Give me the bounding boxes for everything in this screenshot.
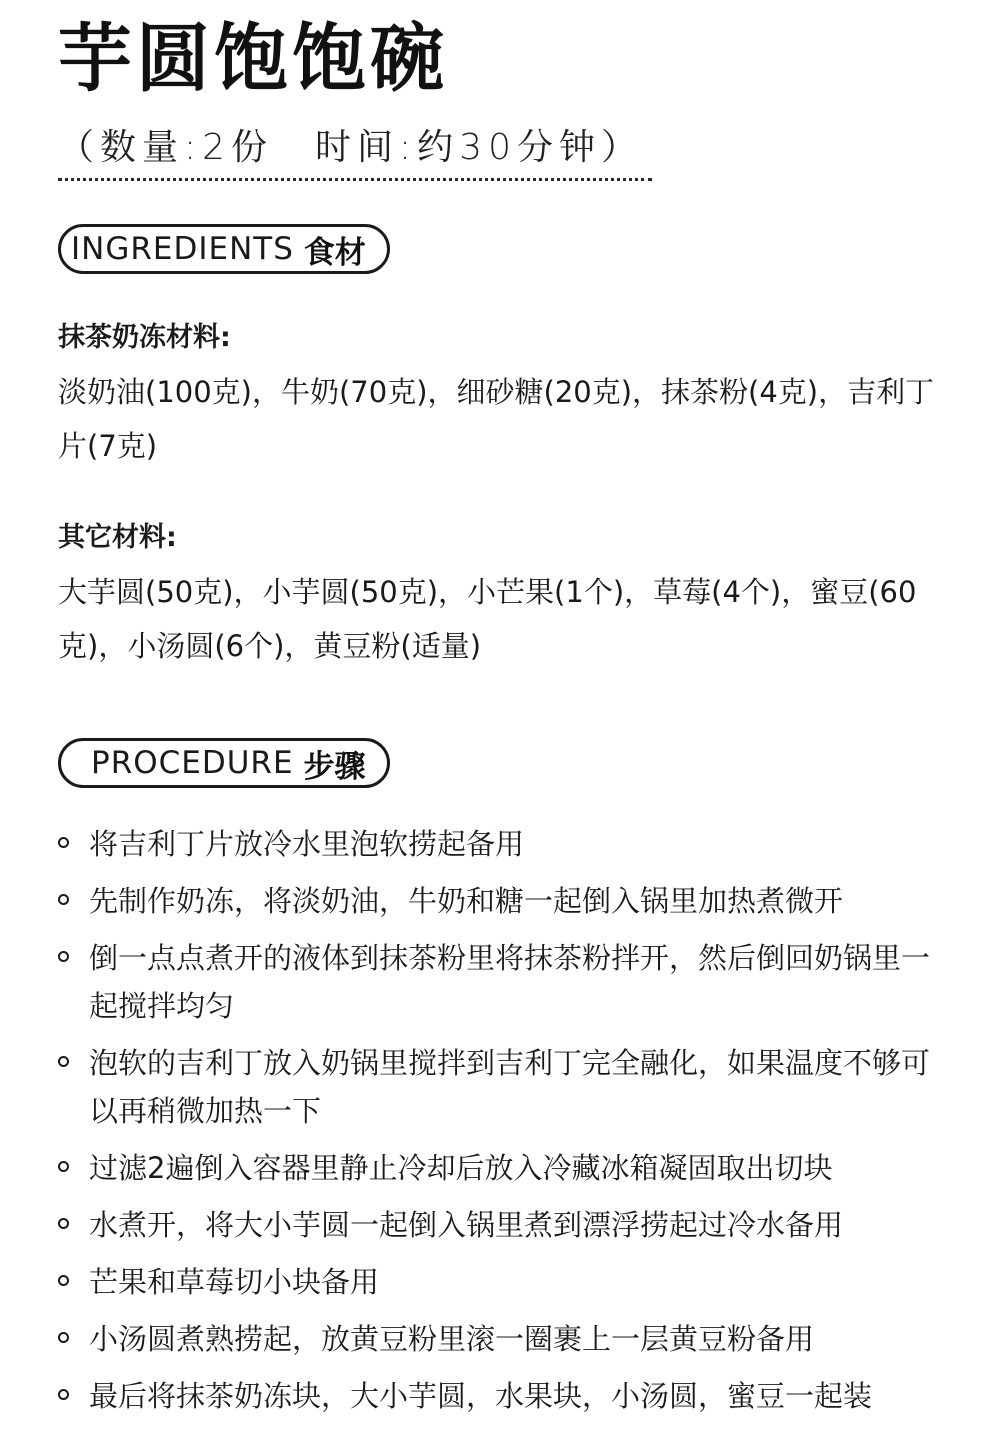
ingredient-group-label: 抹茶奶冻材料: (58, 322, 231, 353)
procedure-step (58, 1039, 938, 1135)
procedure-steps (58, 820, 938, 1429)
procedure-step (58, 820, 938, 868)
procedure-heading-cn: 步骤 (303, 748, 366, 785)
procedure-step (58, 934, 938, 1030)
circle-bullet-icon (58, 1056, 69, 1067)
procedure-heading-en: PROCEDURE (91, 745, 294, 781)
circle-bullet-icon (58, 837, 69, 848)
ingredient-group-text: 大芋圆(50克)，小芋圆(50克)，小芒果(1个)，草莓(4个)，蜜豆(60克)，小汤圆(6个)，黄豆粉(适量) (58, 575, 917, 663)
procedure-step-text: 芒果和草莓切小块备用 (89, 1265, 380, 1299)
circle-bullet-icon (58, 951, 69, 962)
circle-bullet-icon (58, 1218, 69, 1229)
procedure-step-text: 过滤2遍倒入容器里静止冷却后放入冷藏冰箱凝固取出切块 (89, 1151, 833, 1185)
ingredients-heading-en: INGREDIENTS (71, 231, 294, 267)
procedure-step-text: 倒一点点煮开的液体到抹茶粉里将抹茶粉拌开，然后倒回奶锅里一起搅拌均匀 (89, 941, 931, 1023)
procedure-step-text: 最后将抹茶奶冻块，大小芋圆，水果块，小汤圆，蜜豆一起装 (89, 1379, 873, 1413)
procedure-step-text: 将吉利丁片放冷水里泡软捞起备用 (89, 827, 525, 861)
ingredient-group-text: 淡奶油(100克)，牛奶(70克)，细砂糖(20克)，抹茶粉(4克)，吉利丁片(7克) (58, 375, 935, 463)
procedure-step-text: 泡软的吉利丁放入奶锅里搅拌到吉利丁完全融化，如果温度不够可以再稍微加热一下 (89, 1046, 931, 1128)
circle-bullet-icon (58, 1275, 69, 1286)
recipe-title: 芋圆饱饱碗 (58, 16, 448, 102)
recipe-meta: （数量:2份 时间:约30分钟） (58, 122, 652, 181)
circle-bullet-icon (58, 1332, 69, 1343)
procedure-step (58, 1258, 938, 1306)
procedure-step (58, 1144, 938, 1192)
ingredient-group-label: 其它材料: (58, 522, 177, 553)
procedure-heading (58, 738, 390, 788)
procedure-step (58, 1201, 938, 1249)
procedure-step-text: 小汤圆煮熟捞起，放黄豆粉里滚一圈裹上一层黄豆粉备用 (89, 1322, 815, 1356)
procedure-step-text: 先制作奶冻，将淡奶油，牛奶和糖一起倒入锅里加热煮微开 (89, 884, 844, 918)
procedure-step (58, 877, 938, 925)
procedure-step-text: 水煮开，将大小芋圆一起倒入锅里煮到漂浮捞起过冷水备用 (89, 1208, 844, 1242)
procedure-step (58, 1372, 938, 1420)
circle-bullet-icon (58, 1389, 69, 1400)
circle-bullet-icon (58, 894, 69, 905)
ingredients-heading-cn: 食材 (303, 234, 366, 271)
circle-bullet-icon (58, 1161, 69, 1172)
procedure-step (58, 1315, 938, 1363)
ingredients-heading (58, 224, 390, 274)
